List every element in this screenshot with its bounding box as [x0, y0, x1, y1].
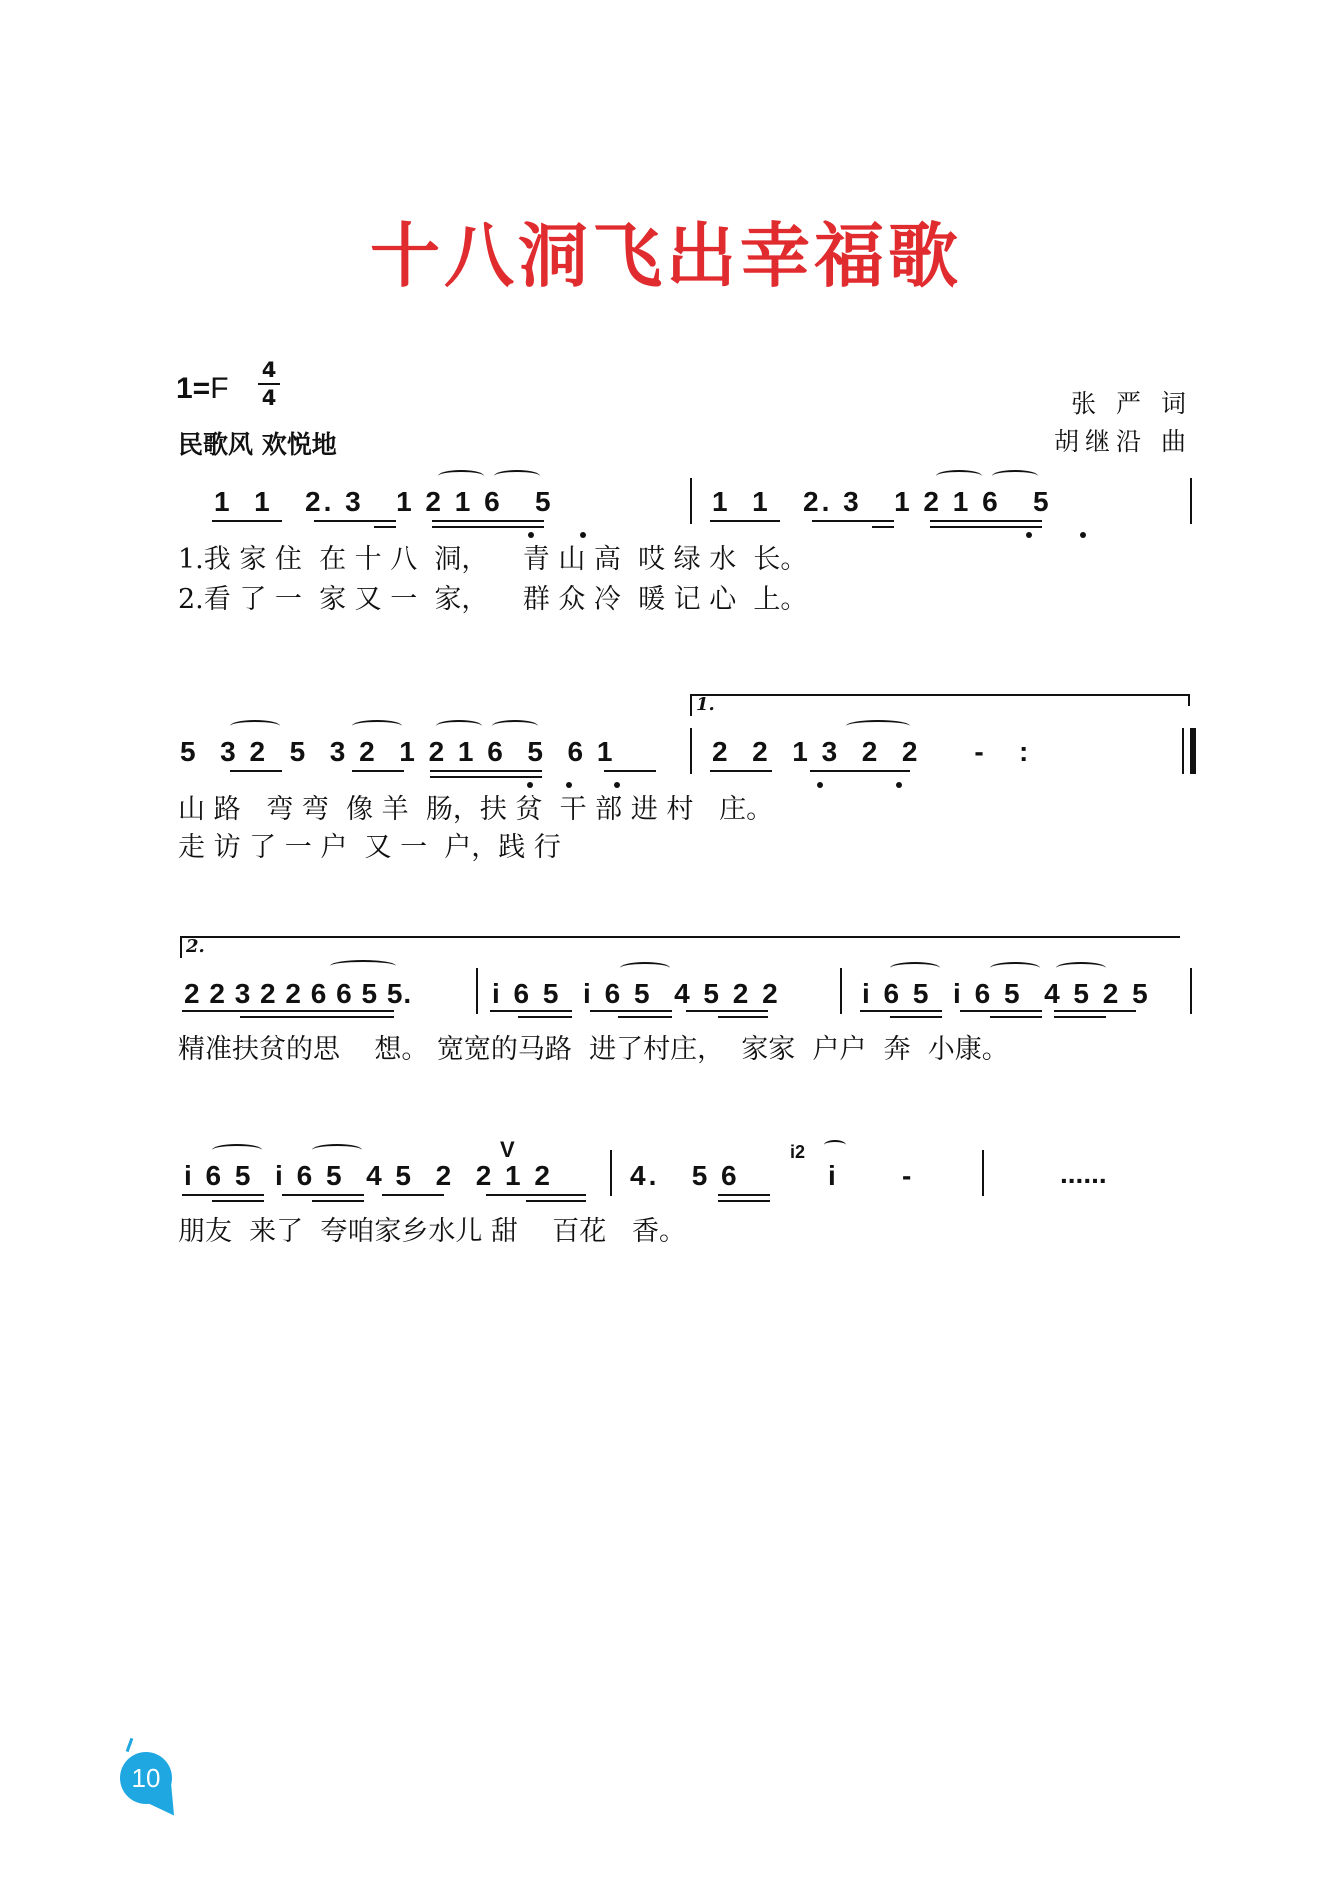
- beam: [314, 520, 396, 522]
- key-tone: F: [210, 372, 229, 405]
- song-title: 十八洞飞出幸福歌: [370, 214, 962, 297]
- slur: [230, 720, 280, 732]
- low-octave-dot: [580, 532, 586, 538]
- beam: [1054, 1010, 1136, 1012]
- style-tempo: 民歌风 欢悦地: [178, 430, 337, 459]
- low-octave-dot: [817, 782, 823, 788]
- beam: [1054, 1016, 1106, 1018]
- staff1-notes-b: 1 1 2. 3 1 2 1 6 5: [712, 486, 1052, 517]
- lyricist: 张 严 词: [1071, 389, 1192, 418]
- low-octave-dot: [528, 532, 534, 538]
- slur: [1056, 962, 1106, 974]
- beam: [812, 520, 894, 522]
- volta1-bracket-left: [690, 694, 692, 716]
- beam: [352, 770, 404, 772]
- beam: [686, 1010, 768, 1012]
- beam: [960, 1010, 1042, 1012]
- staff1-lyric-2: 2.看 了 一 家 又 一 家， 群 众 冷 暖 记 心 上。: [178, 584, 808, 615]
- staff2-lyric-2: 走 访 了 一 户 又 一 户，践 行: [178, 832, 561, 863]
- staff2-lyric-1: 山 路 弯 弯 像 羊 肠，扶 贫 干 部 进 村 庄。: [178, 794, 774, 825]
- beam: [710, 770, 772, 772]
- beam: [230, 770, 282, 772]
- slur: [936, 470, 982, 482]
- beam: [890, 1016, 942, 1018]
- beam: [718, 1016, 768, 1018]
- staff4-notes-a: i 6 5 i 6 5 4 5 2 2 1 2: [184, 1160, 553, 1191]
- volta1-number: 1.: [696, 694, 715, 715]
- grace-notes: i2: [790, 1142, 806, 1162]
- beam: [182, 1194, 264, 1196]
- beam: [282, 1194, 364, 1196]
- badge-stem: [126, 1738, 134, 1752]
- beam: [212, 1200, 264, 1202]
- beam: [860, 1010, 942, 1012]
- beam: [212, 520, 282, 522]
- beam: [432, 520, 544, 522]
- slur: [990, 962, 1040, 974]
- beam: [518, 1016, 572, 1018]
- staff2-notes-b: 2 2 1 3 2 2 - :: [712, 736, 1032, 767]
- slur: [212, 1144, 262, 1156]
- beam: [240, 1016, 394, 1018]
- staff2-notes-a: 5 3 2 5 3 2 1 2 1 6 5 6 1: [180, 736, 616, 767]
- staff3-notes-a: 2 2 3 2 2 6 6 5 5.: [184, 978, 413, 1009]
- low-octave-dot: [527, 782, 533, 788]
- key-prefix: 1=: [176, 372, 211, 405]
- volta1-bracket-right: [1188, 694, 1190, 706]
- beam: [604, 770, 656, 772]
- time-signature: [258, 358, 280, 410]
- low-octave-dot: [1080, 532, 1086, 538]
- beam: [810, 770, 910, 772]
- slur: [312, 1144, 362, 1156]
- time-bottom: 4: [261, 386, 277, 410]
- beam: [930, 520, 1042, 522]
- fermata-note: i: [828, 1160, 839, 1191]
- slur: [492, 720, 538, 732]
- staff3-lyric-1: 精准扶贫的思 想。 宽宽的马路 进了村庄， 家家 户户 奔 小康。: [178, 1034, 1009, 1065]
- volta2-bracket-left: [180, 936, 182, 958]
- repeat-end-barline: [1190, 728, 1196, 774]
- staff4-notes-b: 4. 5 6: [630, 1160, 740, 1191]
- slur: [620, 962, 670, 974]
- low-octave-dot: [896, 782, 902, 788]
- slur: [846, 720, 910, 732]
- beam: [312, 1200, 364, 1202]
- staff4-lyric-1: 朋友 来了 夸咱家乡水儿 甜 百花 香。: [178, 1216, 686, 1247]
- fermata-icon: [824, 1140, 846, 1150]
- staff3-barline: [476, 968, 478, 1014]
- staff3-barline: [840, 968, 842, 1014]
- slur: [436, 720, 482, 732]
- staff3-notes-b: i 6 5 i 6 5 4 5 2 2: [492, 978, 781, 1009]
- staff1-lyric-1: 1.我 家 住 在 十 八 洞， 青 山 高 哎 绿 水 长。: [178, 544, 808, 575]
- beam: [486, 1194, 586, 1196]
- beam: [990, 1016, 1042, 1018]
- beam: [618, 1016, 672, 1018]
- key-signature: [176, 372, 229, 406]
- beam: [590, 1010, 672, 1012]
- volta2-number: 2.: [186, 936, 205, 957]
- staff4-barline: [982, 1150, 984, 1196]
- staff3-notes-c: i 6 5 i 6 5 4 5 2 5: [862, 978, 1151, 1009]
- beam: [382, 1194, 444, 1196]
- slur: [330, 960, 396, 972]
- beam: [374, 526, 396, 528]
- continuation-ellipsis: ......: [1060, 1158, 1107, 1189]
- low-octave-dot: [1026, 532, 1032, 538]
- breath-mark: V: [500, 1137, 518, 1162]
- beam: [432, 526, 544, 528]
- slur: [992, 470, 1038, 482]
- staff3-end-barline: [1190, 968, 1192, 1014]
- slur: [352, 720, 402, 732]
- volta1-bracket: [690, 694, 1190, 696]
- time-divider: [258, 383, 280, 385]
- beam: [430, 770, 542, 772]
- composer: 胡继沿 曲: [1054, 427, 1192, 456]
- staff2-barline: [690, 728, 692, 774]
- low-octave-dot: [566, 782, 572, 788]
- staff4-barline: [610, 1150, 612, 1196]
- beam: [182, 1010, 394, 1012]
- beam: [872, 526, 894, 528]
- staff1-end-barline: [1190, 478, 1192, 524]
- staff1-barline: [690, 478, 692, 524]
- repeat-thin-barline: [1182, 728, 1184, 774]
- staff1-notes-a: 1 1 2. 3 1 2 1 6 5: [214, 486, 554, 517]
- time-top: 4: [261, 358, 277, 382]
- beam: [430, 776, 542, 778]
- low-octave-dot: [614, 782, 620, 788]
- slur: [494, 470, 540, 482]
- beam: [490, 1010, 572, 1012]
- beam: [710, 520, 780, 522]
- slur: [438, 470, 484, 482]
- beam: [718, 1200, 770, 1202]
- page-number: 10: [120, 1752, 172, 1804]
- beam: [930, 526, 1042, 528]
- credits: [1054, 385, 1192, 461]
- beam: [526, 1200, 586, 1202]
- half-dash: -: [902, 1160, 915, 1191]
- beam: [718, 1194, 770, 1196]
- slur: [890, 962, 940, 974]
- volta2-bracket: [180, 936, 1180, 938]
